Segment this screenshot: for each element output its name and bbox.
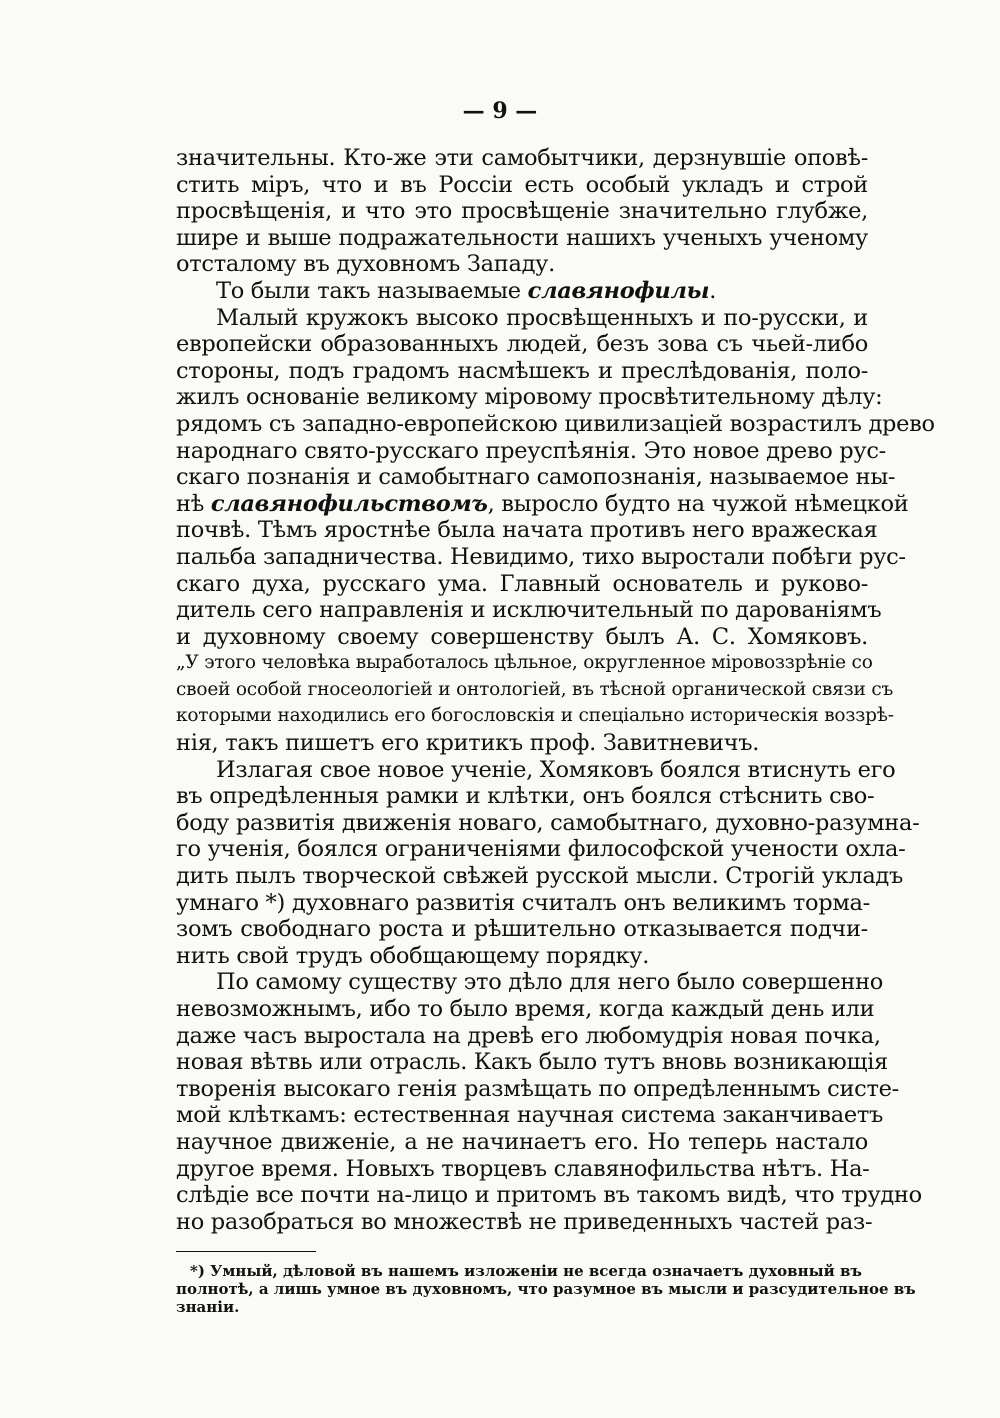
text-line: мой клѣткамъ: естественная научная система заканчиваетъ xyxy=(176,1102,884,1129)
text-line: нить свой трудъ обобщающему порядку. xyxy=(176,942,650,969)
quote-line: своей особой гносеологіей и онтологіей, въ тѣсной органической связи съ xyxy=(176,678,894,700)
main-text xyxy=(176,145,935,1235)
emphasis-term: славянофильствомъ xyxy=(210,490,488,517)
text-line: шире и выше подражательности нашихъ ученыхъ ученому xyxy=(176,224,868,251)
text-line: почвѣ. Тѣмъ яростнѣе была начата противъ него вражеская xyxy=(176,517,878,544)
text-line: даже часъ выростала на древѣ его любомудрія новая почка, xyxy=(176,1022,881,1049)
text-line: зомъ свободнаго роста и рѣшительно отказывается подчи- xyxy=(176,916,868,943)
text-line: просвѣщенія, и что это просвѣщеніе значительно глубже, xyxy=(176,198,868,225)
text-line: творенія высокаго генія размѣщать по опредѣленнымъ систе- xyxy=(176,1075,899,1102)
text-line: новая вѣтвь или отрасль. Какъ было тутъ вновь возникающія xyxy=(176,1049,888,1076)
text-line: умнаго *) духовнаго развитія считалъ онъ великимъ торма- xyxy=(176,889,870,916)
paragraph-line xyxy=(176,278,868,305)
footnote-divider xyxy=(176,1251,316,1252)
quote-line: „У этого человѣка выработалось цѣльное, округленное міровоззрѣніе со xyxy=(176,652,873,674)
text-line: слѣдіе все почти на-лицо и притомъ въ такомъ видѣ, что трудно xyxy=(176,1182,922,1209)
text-run: , выросло будто на чужой нѣмецкой xyxy=(487,490,909,517)
text-line: боду развитія движенія новаго, самобытнаго, духовно-разумна- xyxy=(176,809,920,836)
text-line: научное движеніе, а не начинаетъ его. Но теперь настало xyxy=(176,1128,868,1155)
paragraph-line: Малый кружокъ высоко просвѣщенныхъ и по-русски, и xyxy=(216,304,868,331)
text-line: рядомъ съ западно-европейскою цивилизаціей возрастилъ древо xyxy=(176,410,935,437)
emphasis-term: славянофилы xyxy=(527,277,710,304)
text-line: невозможнымъ, ибо то было время, когда каждый день или xyxy=(176,996,875,1022)
text-line: другое время. Новыхъ творцевъ славянофильства нѣтъ. На- xyxy=(176,1155,870,1182)
quote-line: которыми находились его богословскія и спеціально историческія воззрѣ- xyxy=(176,705,894,727)
footnote-line: полнотѣ, а лишь умное въ духовномъ, что разумное въ мысли и разсудительное въ xyxy=(176,1280,916,1298)
text-line: пальба западничества. Невидимо, тихо выростали побѣги рус- xyxy=(176,543,906,570)
paragraph-line: Излагая свое новое ученіе, Хомяковъ боялся втиснуть его xyxy=(216,756,896,783)
footnote-line: знаніи. xyxy=(176,1298,240,1316)
text-line: европейски образованныхъ людей, безъ зова съ чьей-либо xyxy=(176,331,868,358)
text-run: нѣ xyxy=(176,490,211,517)
text-line xyxy=(176,490,909,518)
text-run: . xyxy=(709,277,717,304)
text-line: въ опредѣленныя рамки и клѣтки, онъ боялся стѣснить сво- xyxy=(176,783,875,810)
text-line: отсталому въ духовномъ Западу. xyxy=(176,251,555,278)
text-line: и духовному своему совершенству былъ А. С. Хомяковъ. xyxy=(176,623,868,650)
text-line: стороны, подъ градомъ насмѣшекъ и преслѣдованія, поло- xyxy=(176,357,868,384)
footnote-line: *) Умный, дѣловой въ нашемъ изложеніи не всегда означаетъ духовный въ xyxy=(190,1262,862,1280)
text-line: но разобраться во множествѣ не приведенныхъ частей раз- xyxy=(176,1208,873,1235)
text-line: значительны. Кто-же эти самобытчики, дерзнувшіе оповѣ- xyxy=(176,145,868,171)
page-number-header: — 9 — xyxy=(462,98,538,124)
text-line: дить пылъ творческой свѣжей русской мысли. Строгій укладъ xyxy=(176,863,904,890)
text-line: нія, такъ пишетъ его критикъ проф. Завитневичъ. xyxy=(176,730,760,757)
text-line: скаго духа, русскаго ума. Главный основатель и руково- xyxy=(176,570,868,597)
text-line: народнаго свято-русскаго преуспѣянія. Это новое древо рус- xyxy=(176,437,886,464)
text-line: го ученія, боялся ограниченіями философской учености охла- xyxy=(176,836,906,863)
paragraph-line: По самому существу это дѣло для него было совершенно xyxy=(216,969,884,996)
text-line: стить міръ, что и въ Россіи есть особый укладъ и строй xyxy=(176,171,868,198)
text-line: скаго познанія и самобытнаго самопознанія, называемое ны- xyxy=(176,464,896,491)
footnote xyxy=(176,1262,916,1316)
text-line: жилъ основаніе великому міровому просвѣтительному дѣлу: xyxy=(176,384,883,411)
text-line: дитель сего направленія и исключительный по дарованіямъ xyxy=(176,597,882,624)
text-run: То были такъ называемые xyxy=(216,277,528,304)
